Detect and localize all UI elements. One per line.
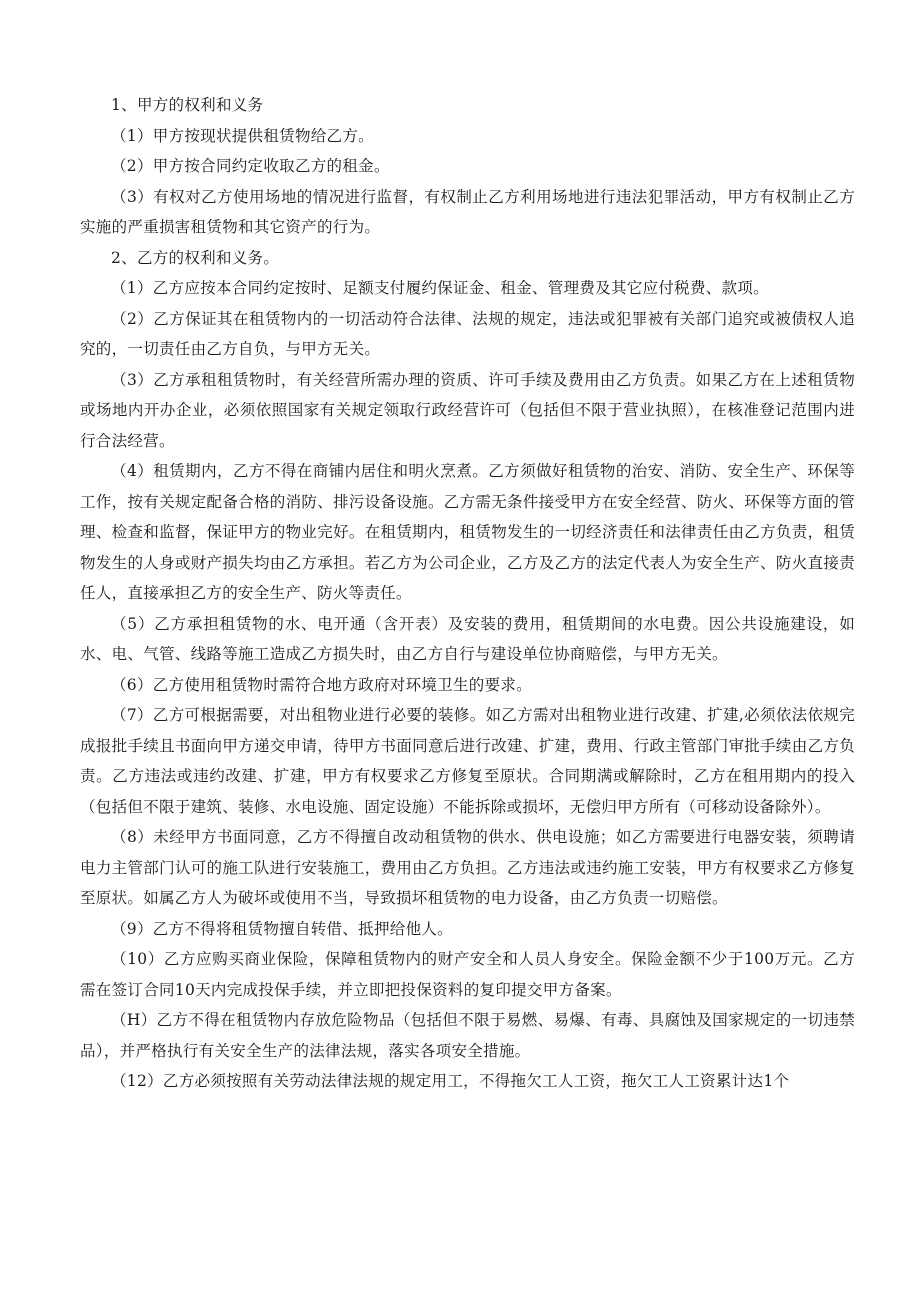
section-heading-party-b: 2、乙方的权利和义务。 bbox=[111, 248, 280, 267]
clause-a-1: （1）甲方按现状提供租赁物给乙方。 bbox=[111, 126, 374, 145]
clause-b-1: （1）乙方应按本合同约定按时、足额支付履约保证金、租金、管理费及其它应付税费、款项。 bbox=[111, 279, 769, 297]
section-heading-party-a: 1、甲方的权利和义务 bbox=[111, 96, 264, 114]
clause-b-9: （9）乙方不得将租赁物擅自转借、抵押给他人。 bbox=[111, 919, 453, 938]
clause-a-3: （3）有权对乙方使用场地的情况进行监督，有权制止乙方利用场地进行违法犯罪活动，甲方有权制止乙方实施的严重损害租赁物和其它资产的行为。 bbox=[80, 187, 855, 236]
clause-b-8: （8）未经甲方书面同意，乙方不得擅自改动租赁物的供水、供电设施；如乙方需要进行电器安装，须聘请电力主管部门认可的施工队进行安装施工，费用由乙方负担。乙方违法或违约施工安装，甲方有权要求乙方修复至原状。如属乙方人为破坏或使用不当，导致损坏租赁物的电力设备，由乙方负责一切赔偿。 bbox=[80, 828, 855, 907]
clause-b-3: （3）乙方承租租赁物时，有关经营所需办理的资质、许可手续及费用由乙方负责。如果乙方在上述租赁物或场地内开办企业，必须依照国家有关规定领取行政经营许可（包括但不限于营业执照），在核准登记范围内进行合法经营。 bbox=[80, 370, 855, 450]
document-body bbox=[80, 90, 855, 1097]
clause-a-2: （2）甲方按合同约定收取乙方的租金。 bbox=[111, 157, 390, 175]
clause-b-11: （H）乙方不得在租赁物内存放危险物品（包括但不限于易燃、易爆、有毒、具腐蚀及国家规定的一切违禁品），并严格执行有关安全生产的法律法规，落实各项安全措施。 bbox=[80, 1011, 855, 1060]
clause-b-5: （5）乙方承担租赁物的水、电开通（含开表）及安装的费用，租赁期间的水电费。因公共设施建设，如水、电、气管、线路等施工造成乙方损失时，由乙方自行与建设单位协商赔偿，与甲方无关。 bbox=[80, 614, 855, 663]
clause-b-2: （2）乙方保证其在租赁物内的一切活动符合法律、法规的规定，违法或犯罪被有关部门追究或被债权人追究的，一切责任由乙方自负，与甲方无关。 bbox=[80, 309, 855, 358]
clause-b-6: （6）乙方使用租赁物时需符合地方政府对环境卫生的要求。 bbox=[111, 675, 532, 694]
clause-b-4: （4）租赁期内，乙方不得在商铺内居住和明火烹煮。乙方须做好租赁物的治安、消防、安全生产、环保等工作，按有关规定配备合格的消防、排污设备设施。乙方需无条件接受甲方在安全经营、防火、环保等方面的管理、检查和监督，保证甲方的物业完好。在租赁期内，租赁物发生的一切经济责任和法律责任由乙方负责，租赁物发生的人身或财产损失均由乙方承担。若乙方为公司企业，乙方及乙方的法定代表人为安全生产、防火直接责任人，直接承担乙方的安全生产、防火等责任。 bbox=[80, 462, 855, 602]
clause-b-7: （7）乙方可根据需要，对出租物业进行必要的装修。如乙方需对出租物业进行改建、扩建,必须依法依规完成报批手续且书面向甲方递交申请，待甲方书面同意后进行改建、扩建，费用、行政主管部门审批手续由乙方负责。乙方违法或违约改建、扩建，甲方有权要求乙方修复至原状。合同期满或解除时，乙方在租用期内的投入（包括但不限于建筑、装修、水电设施、固定设施）不能拆除或损坏，无偿归甲方所有（可移动设备除外）。 bbox=[80, 706, 855, 816]
clause-b-10: （10）乙方应购买商业保险，保障租赁物内的财产安全和人员人身安全。保险金额不少于100万元。乙方需在签订合同10天内完成投保手续，并立即把投保资料的复印提交甲方备案。 bbox=[80, 950, 855, 999]
clause-b-12: （12）乙方必须按照有关劳动法律法规的规定用工，不得拖欠工人工资，拖欠工人工资累计达1个 bbox=[111, 1072, 790, 1090]
